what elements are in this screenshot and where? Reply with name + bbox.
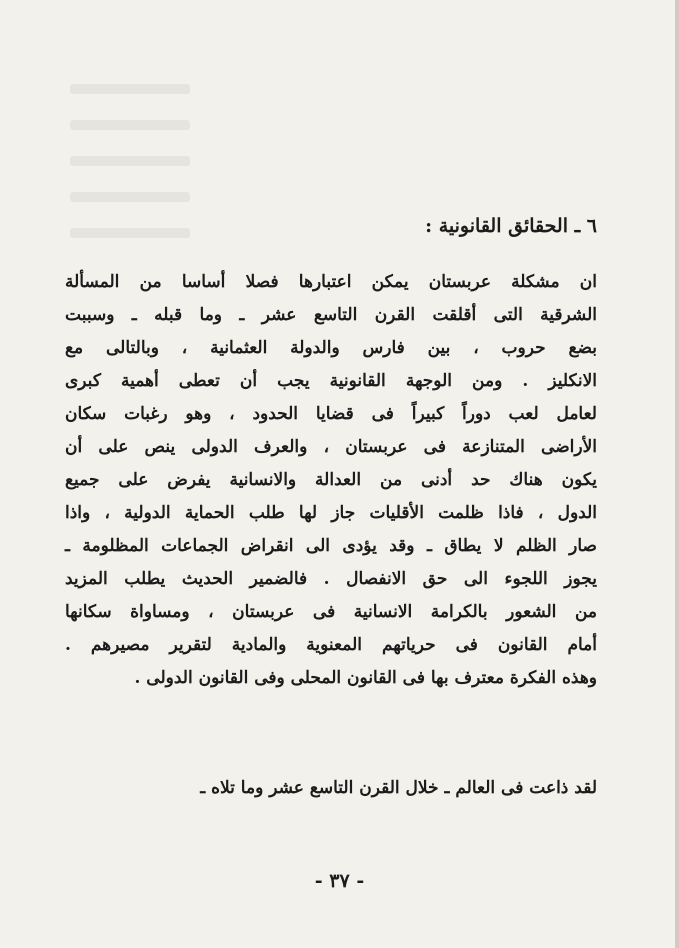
- paragraph-line: الأراضى المتنازعة فى عربستان ، والعرف الدولى ينص على أن: [65, 437, 597, 457]
- section-heading: ٦ ـ الحقائق القانونية :: [425, 215, 597, 237]
- paragraph-line: من الشعور بالكرامة الانسانية فى عربستان ، ومساواة سكانها: [65, 602, 597, 622]
- paragraph-line: بضع حروب ، بين فارس والدولة العثمانية ، وبالتالى مع: [65, 338, 597, 358]
- paragraph-line: الانكليز . ومن الوجهة القانونية يجب أن تعطى أهمية كبرى: [65, 371, 597, 391]
- body-paragraph: [65, 266, 597, 695]
- paragraph-line: وهذه الفكرة معترف بها فى القانون المحلى وفى القانون الدولى .: [134, 668, 597, 688]
- paragraph-line: ان مشكلة عربستان يمكن اعتبارها فصلا أساسا من المسألة: [65, 272, 597, 292]
- paragraph-line: الشرقية التى أقلقت القرن التاسع عشر ـ وما قبله ـ وسببت: [65, 305, 597, 325]
- paragraph-line: يكون هناك حد أدنى من العدالة والانسانية يفرض على جميع: [65, 470, 597, 490]
- paragraph-line: أمام القانون فى حرياتهم المعنوية والمادية لتقرير مصيرهم .: [65, 635, 597, 655]
- paragraph-line: صار الظلم لا يطاق ـ وقد يؤدى الى انقراض الجماعات المظلومة ـ: [65, 536, 597, 556]
- paragraph-line: الدول ، فاذا ظلمت الأقليات جاز لها طلب الحماية الدولية ، واذا: [65, 503, 597, 523]
- page-number: - ٣٧ -: [314, 870, 365, 892]
- closing-line: لقد ذاعت فى العالم ـ خلال القرن التاسع عشر وما تلاه ـ: [200, 778, 597, 798]
- paragraph-line: لعامل لعب دوراً كبيراً فى قضايا الحدود ، وهو رغبات سكان: [65, 404, 597, 424]
- page-edge: [675, 0, 679, 948]
- paragraph-line: يجوز اللجوء الى حق الانفصال . فالضمير الحديث يطلب المزيد: [65, 569, 597, 589]
